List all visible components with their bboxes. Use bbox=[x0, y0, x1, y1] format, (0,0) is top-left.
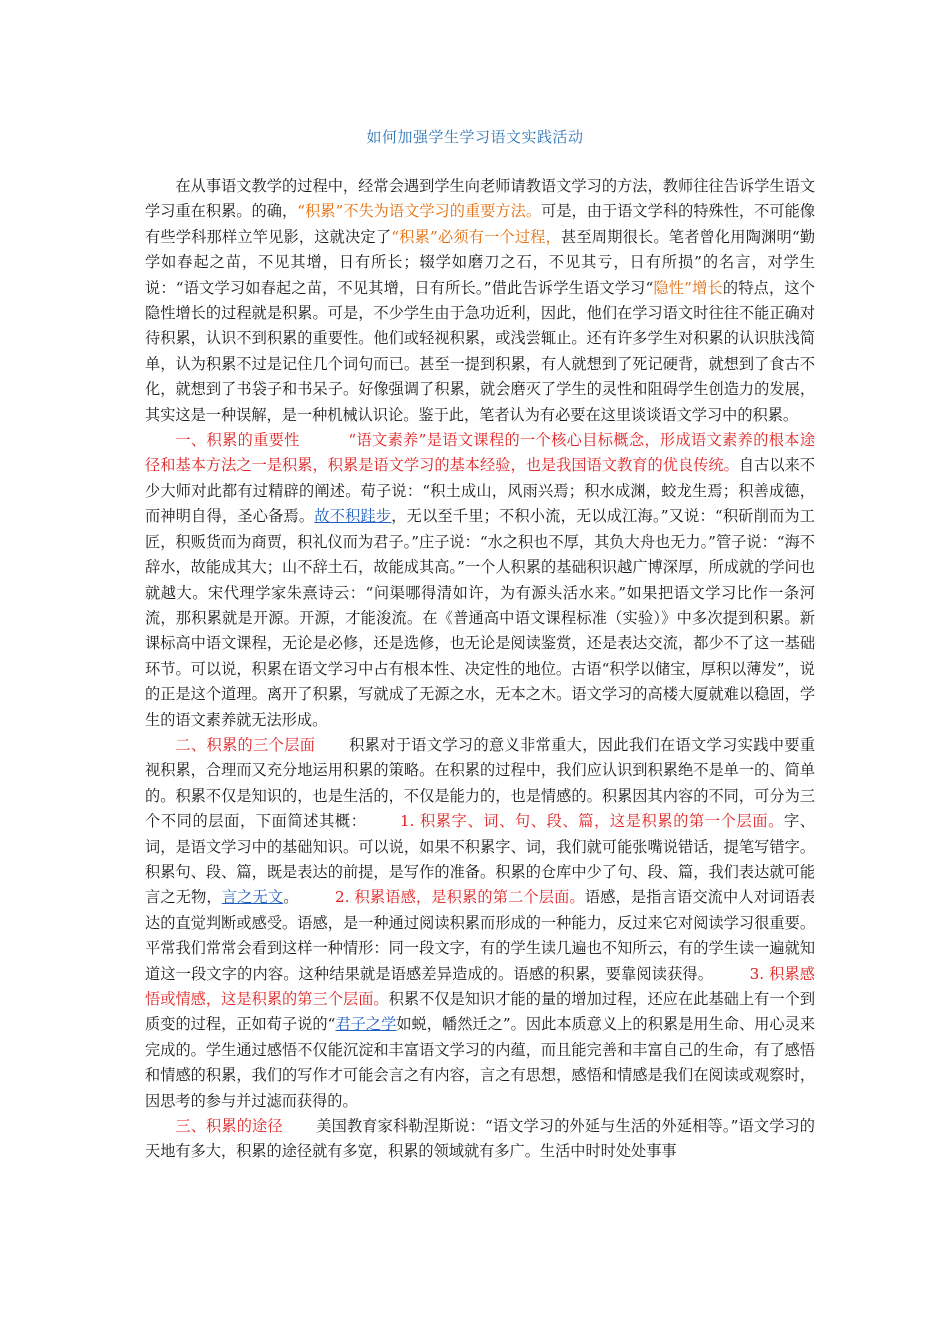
section2-text-6: 如蜕，幡然迁之”。因此本质意义上的积累是用生命、用心灵来完成的。学生通过感悟不仅能沉淀和丰富语文学习的内蕴，而且能完善和丰富自己的生命，有了感悟和情感的积累，我们的写作才可能会言之有内容，言之有思想，感悟和情感是我们在阅读或观察时，因思考的参与并过滤而获得的。 bbox=[145, 1015, 816, 1110]
section2-point-3: 3. 积累感悟或情感，这是积累的第三个层面。 bbox=[145, 964, 815, 1008]
section2-text-5: 积累不仅是知识才能的量的增加过程，还应在此基础上有一个到质变的过程，正如荀子说的“ bbox=[145, 990, 816, 1034]
section2-heading: 二、积累的三个层面 bbox=[175, 735, 316, 754]
section1-highlight: “语文素养”是语文课程的一个核心目标概念，形成语文素养的根本途径和基本方法之一是积累，积累是语文学习的基本经验，也是我国语文教育的优良传统。 bbox=[145, 431, 816, 475]
intro-text-4: 的特点，这个隐性增长的过程就是积累。可是，不少学生由于急功近利，因此，他们在学习语文时往往不能正确对待积累，认识不到积累的重要性。他们或轻视积累，或浅尝辄止。还有许多学生对积累的认识肤浅简单，认为积累不过是记住几个词句而已。甚至一提到积累，有人就想到了死记硬背，就想到了食古不化，就想到了书袋子和书呆子。好像强调了积累，就会磨灭了学生的灵性和阻碍学生创造力的发展，其实这是一种误解，是一种机械认识论。鉴于此，笔者认为有必要在这里谈谈语文学习中的积累。 bbox=[145, 278, 815, 424]
intro-paragraph bbox=[145, 174, 815, 428]
section2-text-1: 积累对于语文学习的意义非常重大，因此我们在语文学习实践中要重视积累，合理而又充分地运用积累的策略。在积累的过程中，我们应认识到积累绝不是单一的、简单的。积累不仅是知识的，也是生活的，不仅是能力的，也是情感的。积累因其内容的不同，可分为三个不同的层面，下面简述其概： bbox=[145, 735, 816, 831]
section2-link-2[interactable]: 君子之学 bbox=[335, 1015, 397, 1034]
section2-point-1: 1. 积累字、词、句、段、篇，这是积累的第一个层面。 bbox=[400, 812, 784, 831]
section2-text-2: 字、词，是语文学习中的基础知识。可以说，如果不积累字、词，我们就可能张嘴说错话，提笔写错字。积累句、段、篇，既是表达的前提，是写作的准备。积累的仓库中少了句、段、篇，我们表达就可能言之无物， bbox=[145, 812, 815, 907]
section2-paragraph bbox=[145, 733, 815, 1114]
section1-text-2: ，无以至千里；不积小流，无以成江海。”又说：“积斫削而为工匠，积贩货而为商贾，积礼仪而为君子。”庄子说：“水之积也不厚，其负大舟也无力。”管子说：“海不辞水，故能成其大；山不辞土石，故能成其高。”一个人积累的基础积识越广博深厚，所成就的学问也就越大。宋代理学家朱熹诗云：“问渠哪得清如许，为有源头活水来。”如果把语文学习比作一条河流，那积累就是开源。开源，才能浚流。在《普通高中语文课程标准（实验）》中多次提到积累。新课标高中语文课程，无论是必修，还是选修，也无论是阅读鉴赏，还是表达交流，都少不了这一基础环节。可以说，积累在语文学习中占有根本性、决定性的地位。古语“积学以储宝，厚积以薄发”，说的正是这个道理。离开了积累，写就成了无源之水，无本之木。语文学习的高楼大厦就难以稳固，学生的语文素养就无法形成。 bbox=[145, 507, 815, 729]
intro-highlight-3: 隐性”增长 bbox=[653, 278, 723, 297]
section2-text-4: 语感，是指言语交流中人对词语表达的直觉判断或感受。语感，是一种通过阅读积累而形成的一种能力，反过来它对阅读学习很重要。平常我们常常会看到这样一种情形：同一段文字，有的学生读几遍也不知所云，有的学生读一遍就知道这一段文字的内容。这种结果就是语感差异造成的。语感的积累，要靠阅读获得。 bbox=[145, 888, 816, 983]
section1-paragraph bbox=[145, 428, 815, 733]
intro-text-3: 甚至周期很长。笔者曾化用陶渊明“勤学如春起之苗，不见其增，日有所长；辍学如磨刀之石，不见其亏，日有所损”的名言，对学生说：“语文学习如春起之苗，不见其增，日有所长。”借此告诉学生语文学习“ bbox=[145, 227, 816, 297]
section2-link-1[interactable]: 言之无文 bbox=[221, 888, 284, 907]
page-title: 如何加强学生学习语文实践活动 bbox=[366, 128, 584, 146]
intro-highlight-1: “积累”不失为语文学习的重要方法。 bbox=[297, 202, 542, 221]
section3-text-1: 美国教育家科勒涅斯说：“语文学习的外延与生活的外延相等。”语文学习的天地有多大，积累的途径就有多宽，积累的领域就有多广。生活中时时处处事事 bbox=[145, 1117, 815, 1161]
section1-heading: 一、积累的重要性 bbox=[175, 431, 300, 450]
section1-link[interactable]: 故不积跬步 bbox=[314, 507, 392, 526]
section2-text-3: 。 bbox=[283, 888, 299, 907]
section3-paragraph bbox=[145, 1114, 815, 1165]
intro-text-2: 可是，由于语文学科的特殊性，不可能像有些学科那样立竿见影，这就决定了 bbox=[145, 202, 816, 246]
document-body bbox=[145, 174, 815, 1165]
section2-point-2: 2. 积累语感，是积累的第二个层面。 bbox=[335, 888, 585, 907]
intro-text-1: 在从事语文教学的过程中，经常会遇到学生向老师请教语文学习的方法，教师往往告诉学生语文学习重在积累。的确， bbox=[145, 177, 815, 221]
section3-heading: 三、积累的途径 bbox=[175, 1117, 283, 1136]
intro-highlight-2: “积累”必须有一个过程， bbox=[391, 227, 562, 246]
section1-text-1: 自古以来不少大师对此都有过精辟的阐述。荀子说：“积土成山，风雨兴焉；积水成渊，蛟龙生焉；积善成德，而神明自得，圣心备焉。 bbox=[145, 456, 816, 526]
